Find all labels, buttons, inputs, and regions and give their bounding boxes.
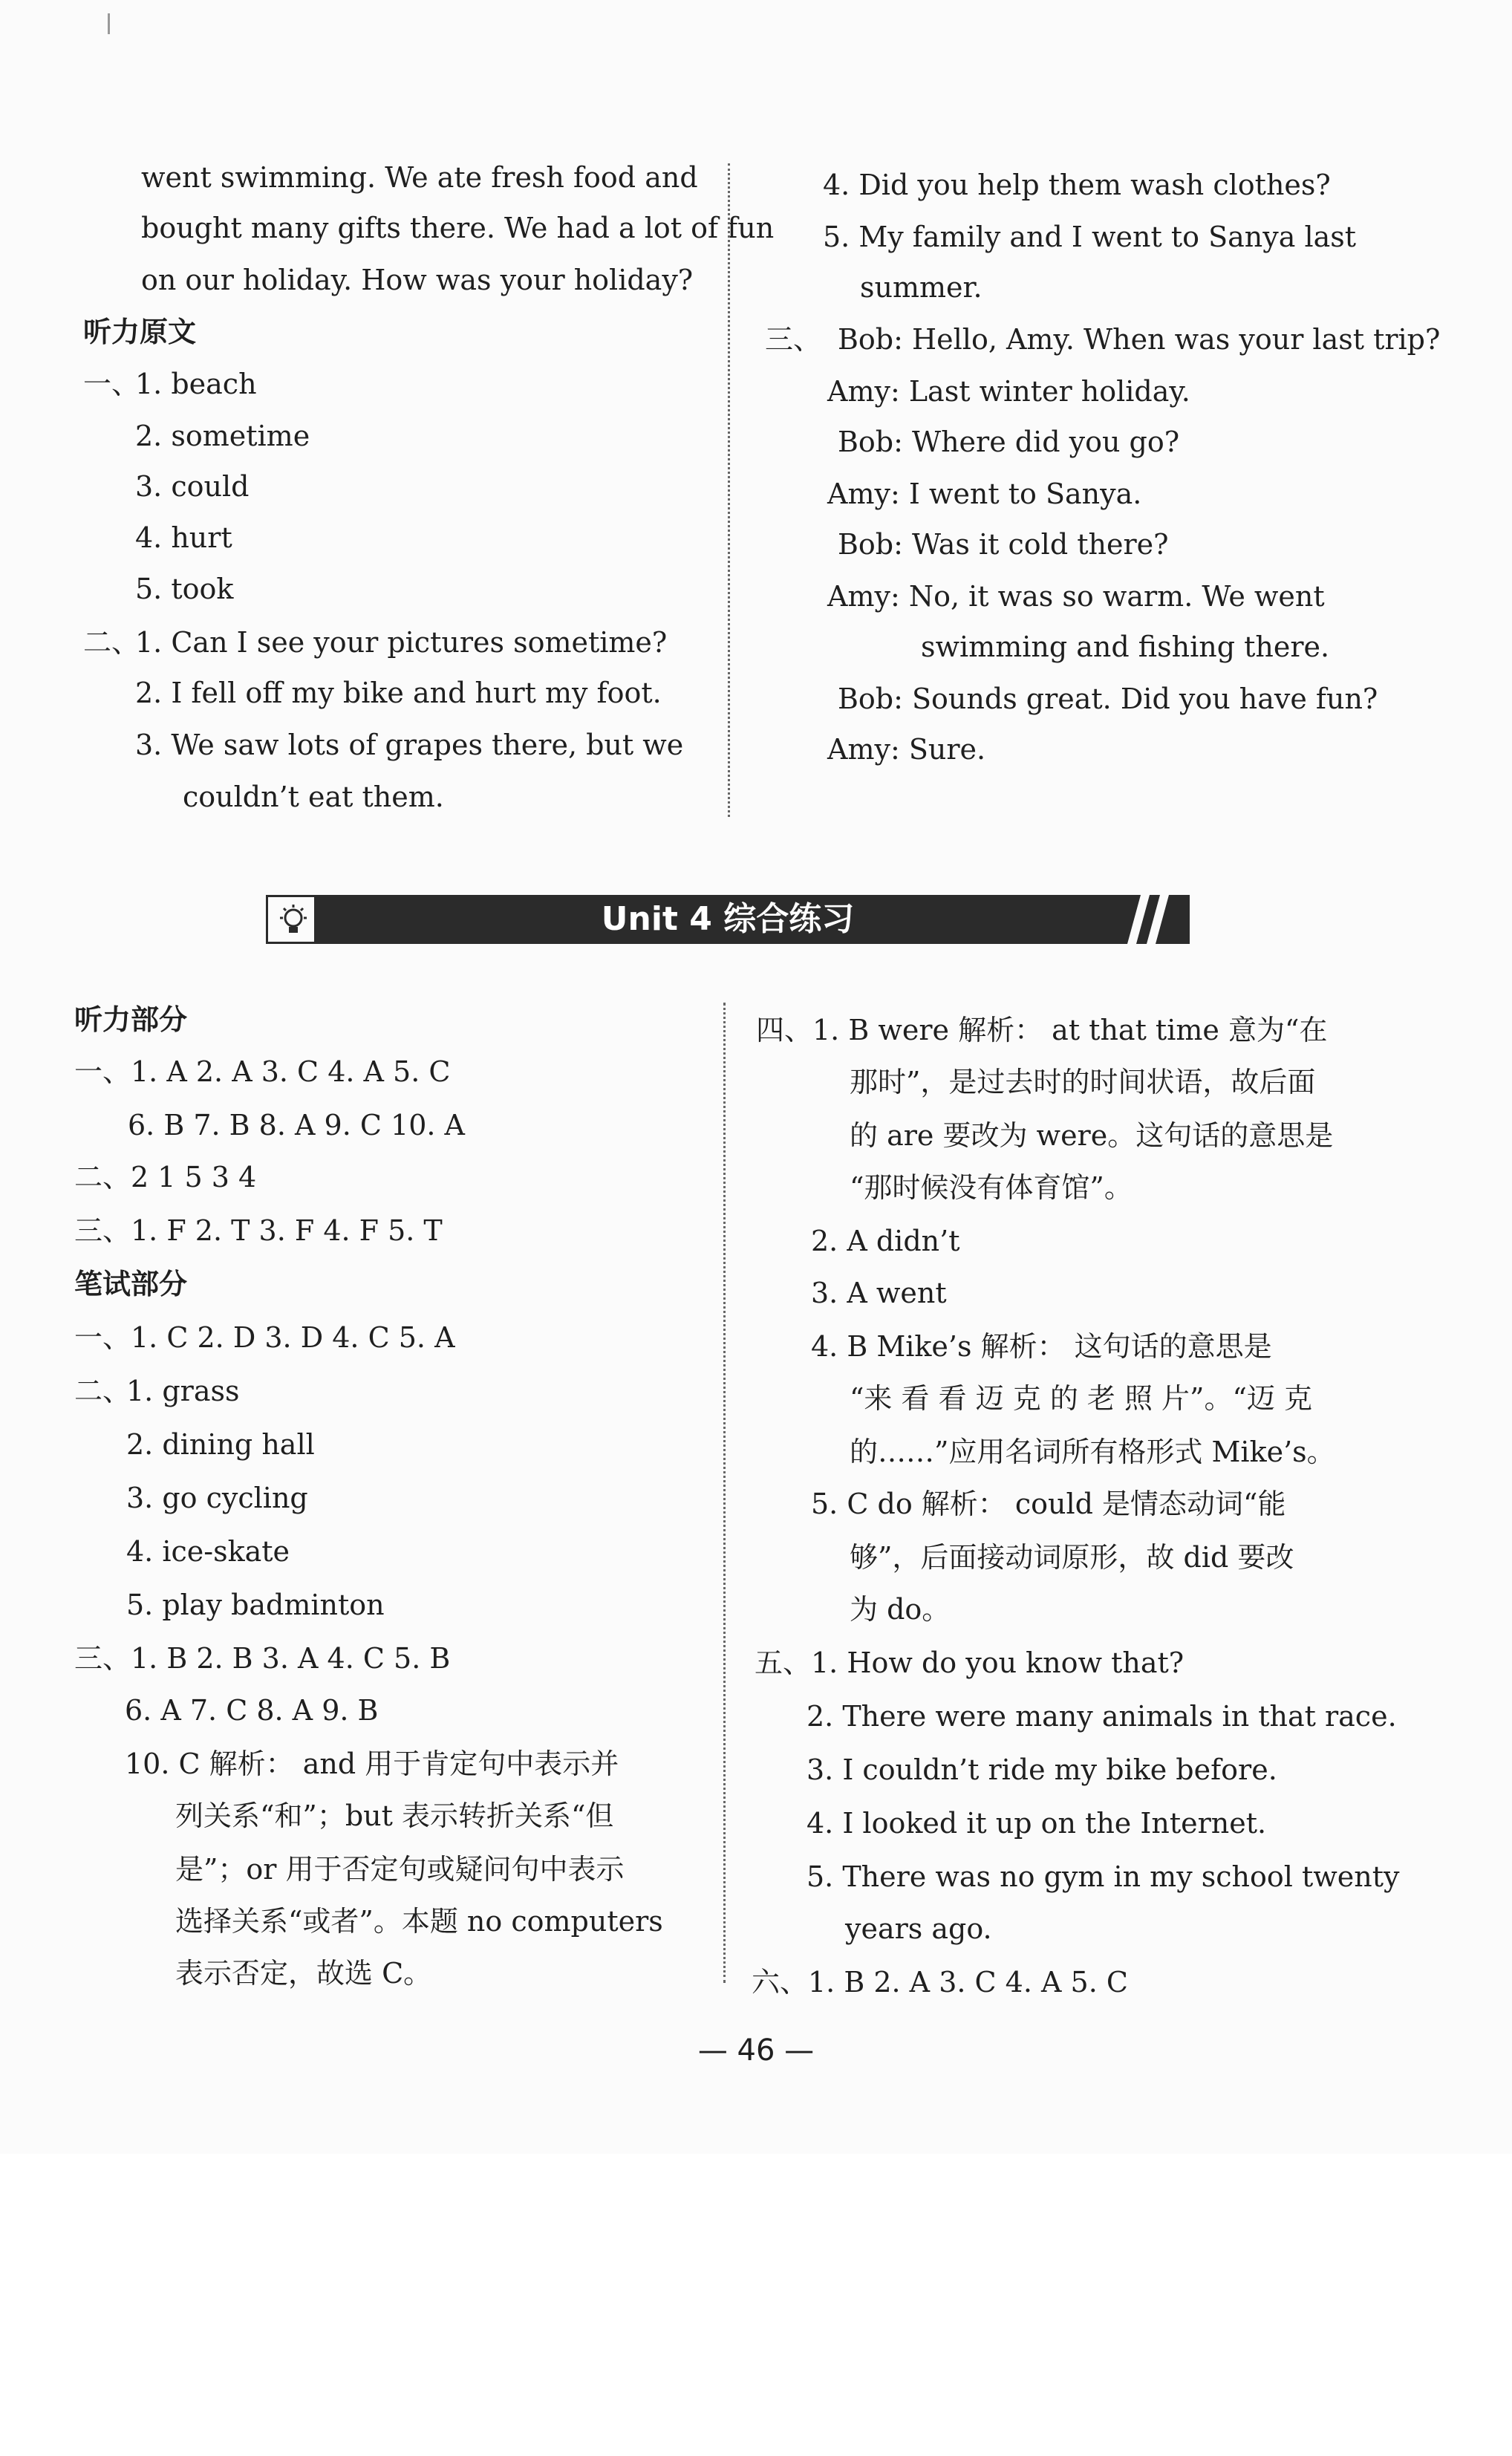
dialogue-line: Amy: No, it was so warm. We went [827, 580, 1325, 613]
section-label: 二、 [83, 626, 140, 659]
writing-heading: 笔试部分 [74, 1268, 188, 1300]
answer-line: 3. I couldn’t ride my bike before. [806, 1753, 1277, 1786]
explanation-line: “那时候没有体育馆”。 [850, 1171, 1133, 1204]
section-label: 三、 [765, 323, 822, 356]
answer-item: 5. took [135, 573, 234, 605]
explanation-line: 为 do。 [850, 1593, 951, 1626]
banner-stripes-icon [1124, 895, 1176, 944]
answer-item: 1. Can I see your pictures sometime? [135, 626, 668, 659]
explanation-line: 的……”应用名词所有格形式 Mike’s。 [850, 1436, 1335, 1468]
answer-line-continued: years ago. [845, 1912, 992, 1945]
unit-title: Unit 4 综合练习 [601, 900, 855, 938]
answer-line: 6. A 7. C 8. A 9. B [125, 1694, 379, 1727]
answer-line: 六、1. B 2. A 3. C 4. A 5. C [752, 1966, 1128, 1999]
answer-item: 3. go cycling [126, 1482, 308, 1514]
answer-item: 4. hurt [135, 521, 232, 554]
column-divider [723, 1003, 726, 1983]
answer-line: 二、2 1 5 3 4 [74, 1161, 257, 1193]
page-number: — 46 — [697, 2033, 815, 2068]
dialogue-line: Bob: Where did you go? [838, 426, 1180, 458]
answer-line: 6. B 7. B 8. A 9. C 10. A [128, 1109, 465, 1141]
paragraph-line: on our holiday. How was your holiday? [141, 264, 694, 296]
section-label: 二、 [74, 1375, 131, 1407]
dialogue-line: Amy: I went to Sanya. [827, 478, 1142, 510]
page-bottom-margin [0, 2154, 1512, 2456]
explanation-line: 够”，后面接动词原形，故 did 要改 [850, 1541, 1294, 1574]
explanation-line: “来 看 看 迈 克 的 老 照 片”。“迈 克 [850, 1382, 1312, 1415]
explanation-line: 表示否定，故选 C。 [175, 1957, 432, 1990]
dialogue-line: Amy: Sure. [827, 733, 986, 766]
answer-line: 3. A went [811, 1277, 947, 1309]
explanation-line: 10. C 解析： and 用于肯定句中表示并 [125, 1747, 619, 1780]
answer-line: 一、1. C 2. D 3. D 4. C 5. A [74, 1321, 455, 1354]
answer-line: 三、1. F 2. T 3. F 4. F 5. T [74, 1214, 443, 1247]
dialogue-line: Bob: Sounds great. Did you have fun? [838, 683, 1378, 715]
answer-item: 4. ice-skate [126, 1535, 290, 1568]
explanation-line: 选择关系“或者”。本题 no computers [175, 1905, 663, 1938]
dialogue-line: Bob: Was it cold there? [838, 528, 1169, 561]
answer-item: 2. dining hall [126, 1428, 315, 1461]
answer-item-continued: couldn’t eat them. [183, 781, 444, 813]
answer-line: 2. There were many animals in that race. [806, 1700, 1397, 1733]
listening-heading: 听力部分 [74, 1003, 188, 1036]
dialogue-line: Amy: Last winter holiday. [827, 375, 1190, 408]
explanation-line: 的 are 要改为 were。这句话的意思是 [850, 1119, 1334, 1152]
answer-line: 2. A didn’t [811, 1225, 960, 1257]
answer-line: 5. C do 解析： could 是情态动词“能 [811, 1488, 1286, 1520]
dialogue-line: Bob: Hello, Amy. When was your last trip? [838, 323, 1441, 356]
column-divider [728, 163, 730, 817]
answer-item: 2. I fell off my bike and hurt my foot. [135, 677, 662, 709]
section-label: 一、 [83, 368, 140, 400]
answer-item: 3. We saw lots of grapes there, but we [135, 729, 684, 761]
answer-item: 1. beach [135, 368, 257, 400]
answer-line: 4. I looked it up on the Internet. [806, 1807, 1267, 1840]
answer-item: 5. My family and I went to Sanya last [823, 221, 1357, 253]
answer-line: 四、1. B were 解析： at that time 意为“在 [756, 1014, 1328, 1046]
explanation-line: 列关系“和”；but 表示转折关系“但 [175, 1799, 614, 1832]
answer-item: 4. Did you help them wash clothes? [823, 169, 1331, 201]
unit-banner [266, 895, 1190, 944]
answer-item: 1. grass [126, 1375, 240, 1407]
paragraph-line: went swimming. We ate fresh food and [141, 161, 698, 194]
scan-mark [108, 13, 110, 34]
answer-item-continued: summer. [860, 271, 983, 304]
explanation-line: 那时”，是过去时的时间状语，故后面 [850, 1066, 1316, 1098]
answer-item: 2. sometime [135, 420, 310, 452]
answer-line: 一、1. A 2. A 3. C 4. A 5. C [74, 1055, 451, 1088]
answer-item: 3. could [135, 470, 250, 503]
transcript-heading: 听力原文 [83, 316, 197, 348]
answer-line: 5. There was no gym in my school twenty [806, 1860, 1400, 1893]
answer-line: 4. B Mike’s 解析： 这句话的意思是 [811, 1330, 1272, 1363]
answer-line: 五、1. How do you know that? [755, 1646, 1184, 1679]
explanation-line: 是”；or 用于否定句或疑问句中表示 [175, 1853, 625, 1886]
answer-item: 5. play badminton [126, 1589, 385, 1621]
dialogue-line: swimming and fishing there. [921, 631, 1330, 663]
paragraph-line: bought many gifts there. We had a lot of fun [141, 212, 775, 244]
answer-line: 三、1. B 2. B 3. A 4. C 5. B [74, 1642, 451, 1675]
lightbulb-icon [266, 895, 316, 944]
